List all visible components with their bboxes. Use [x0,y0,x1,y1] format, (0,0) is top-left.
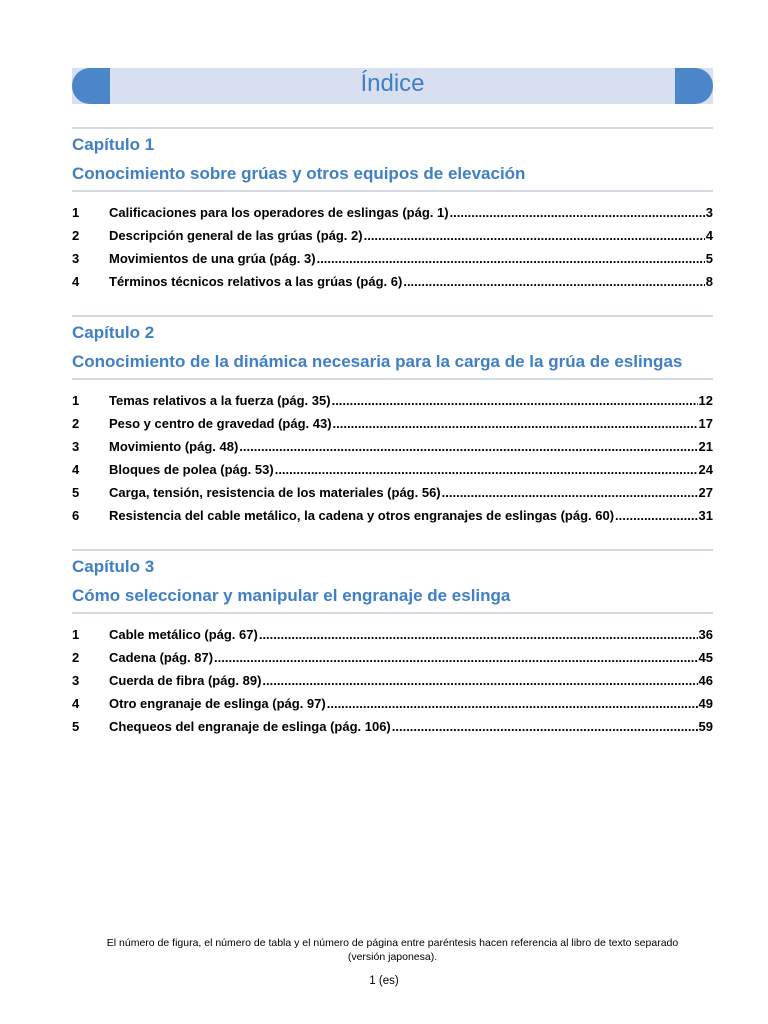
toc-entry[interactable] [72,393,713,416]
toc-entry-number: 2 [72,650,80,665]
chapter-2 [72,315,713,531]
toc-leader-dots [332,393,698,408]
toc-entry-title: Peso y centro de gravedad (pág. 43) [109,416,332,431]
toc-leader-dots [615,508,697,523]
toc-leader-dots [239,439,697,454]
toc-entry-number: 4 [72,462,80,477]
toc-entry-number: 3 [72,439,80,454]
toc-entry-number: 3 [72,673,80,688]
chapter-divider [72,190,713,192]
chapter-title: Cómo seleccionar y manipular el engranaje de eslinga [72,586,511,605]
page-title: Índice [360,70,425,97]
toc-entry-page: 17 [698,416,713,431]
toc-entry-page: 45 [698,650,713,665]
toc-entry-page: 8 [705,274,713,289]
toc-entry[interactable] [72,274,713,297]
toc-entry-page: 3 [705,205,713,220]
toc-leader-dots [214,650,698,665]
toc-entry[interactable] [72,508,713,531]
chapter-title: Conocimiento sobre grúas y otros equipos de elevación [72,164,526,183]
toc-entry-number: 1 [72,627,80,642]
chapter-divider [72,378,713,380]
toc-leader-dots [450,205,705,220]
toc-leader-dots [333,416,698,431]
chapter-label: Capítulo 1 [72,135,155,154]
toc-entry-page: 24 [698,462,713,477]
toc-entry-title: Movimiento (pág. 48) [109,439,239,454]
toc-entry-page: 4 [705,228,713,243]
chapter-divider [72,612,713,614]
toc-entry-title: Términos técnicos relativos a las grúas (pág. 6) [109,274,403,289]
toc-entry[interactable] [72,719,713,742]
chapter-title: Conocimiento de la dinámica necesaria para la carga de la grúa de eslingas [72,352,683,371]
toc-entry[interactable] [72,673,713,696]
toc-entry-number: 2 [72,416,80,431]
chapter-label: Capítulo 2 [72,323,155,342]
toc-leader-dots [317,251,705,266]
toc-entry-title: Temas relativos a la fuerza (pág. 35) [109,393,331,408]
footnote-line-1: El número de figura, el número de tabla y el número de página entre paréntesis hacen referencia al libro de texto separado [106,937,679,949]
toc-entry-title: Cable metálico (pág. 67) [109,627,258,642]
toc-entry-page: 59 [698,719,713,734]
toc-entry-page: 36 [698,627,713,642]
toc-entry-number: 2 [72,228,80,243]
toc-entry[interactable] [72,696,713,719]
toc-entry-title: Calificaciones para los operadores de eslingas (pág. 1) [109,205,449,220]
toc-entry-title: Resistencia del cable metálico, la cadena y otros engranajes de eslingas (pág. 60) [109,508,615,523]
toc-leader-dots [262,673,697,688]
chapter-divider [72,315,713,317]
toc-entry[interactable] [72,462,713,485]
toc-entry-page: 31 [698,508,713,523]
toc-entry[interactable] [72,205,713,228]
toc-entry-title: Cuerda de fibra (pág. 89) [109,673,262,688]
toc-entry-page: 21 [698,439,713,454]
toc-entry-number: 4 [72,274,80,289]
toc-entry-title: Chequeos del engranaje de eslinga (pág. 106) [109,719,391,734]
footnote [72,936,713,964]
toc-entry-page: 27 [698,485,713,500]
chapter-label: Capítulo 3 [72,557,155,576]
toc-leader-dots [327,696,698,711]
toc-leader-dots [259,627,698,642]
chapter-divider [72,127,713,129]
toc-entry-title: Cadena (pág. 87) [109,650,214,665]
chapter-1 [72,127,713,297]
chapter-3 [72,549,713,742]
toc-entry-title: Descripción general de las grúas (pág. 2) [109,228,363,243]
toc-entry[interactable] [72,251,713,274]
footnote-line-2: (versión japonesa). [347,951,438,963]
toc-entry[interactable] [72,650,713,673]
toc-entry[interactable] [72,627,713,650]
toc-entry[interactable] [72,416,713,439]
toc-entry-number: 1 [72,205,80,220]
toc-entry[interactable] [72,228,713,251]
toc-entry-title: Otro engranaje de eslinga (pág. 97) [109,696,326,711]
toc-entry-page: 46 [698,673,713,688]
toc-entry-number: 1 [72,393,80,408]
toc-entry[interactable] [72,439,713,462]
toc-leader-dots [364,228,705,243]
toc-entry-number: 4 [72,696,80,711]
toc-entry-number: 5 [72,719,80,734]
toc-entry-page: 49 [698,696,713,711]
toc-list [72,627,713,742]
toc-entry-title: Movimientos de una grúa (pág. 3) [109,251,316,266]
toc-leader-dots [442,485,698,500]
toc-leader-dots [275,462,698,477]
toc-entry[interactable] [72,485,713,508]
toc-entry-number: 3 [72,251,80,266]
toc-list [72,205,713,297]
page-number: 1 (es) [369,975,399,987]
chapter-divider [72,549,713,551]
toc-list [72,393,713,531]
toc-entry-page: 12 [698,393,713,408]
toc-entry-title: Carga, tensión, resistencia de los materiales (pág. 56) [109,485,441,500]
toc-leader-dots [392,719,698,734]
toc-entry-page: 5 [705,251,713,266]
toc-entry-number: 6 [72,508,80,523]
toc-entry-title: Bloques de polea (pág. 53) [109,462,274,477]
index-header-bar [72,68,713,104]
toc-entry-number: 5 [72,485,80,500]
toc-leader-dots [403,274,704,289]
